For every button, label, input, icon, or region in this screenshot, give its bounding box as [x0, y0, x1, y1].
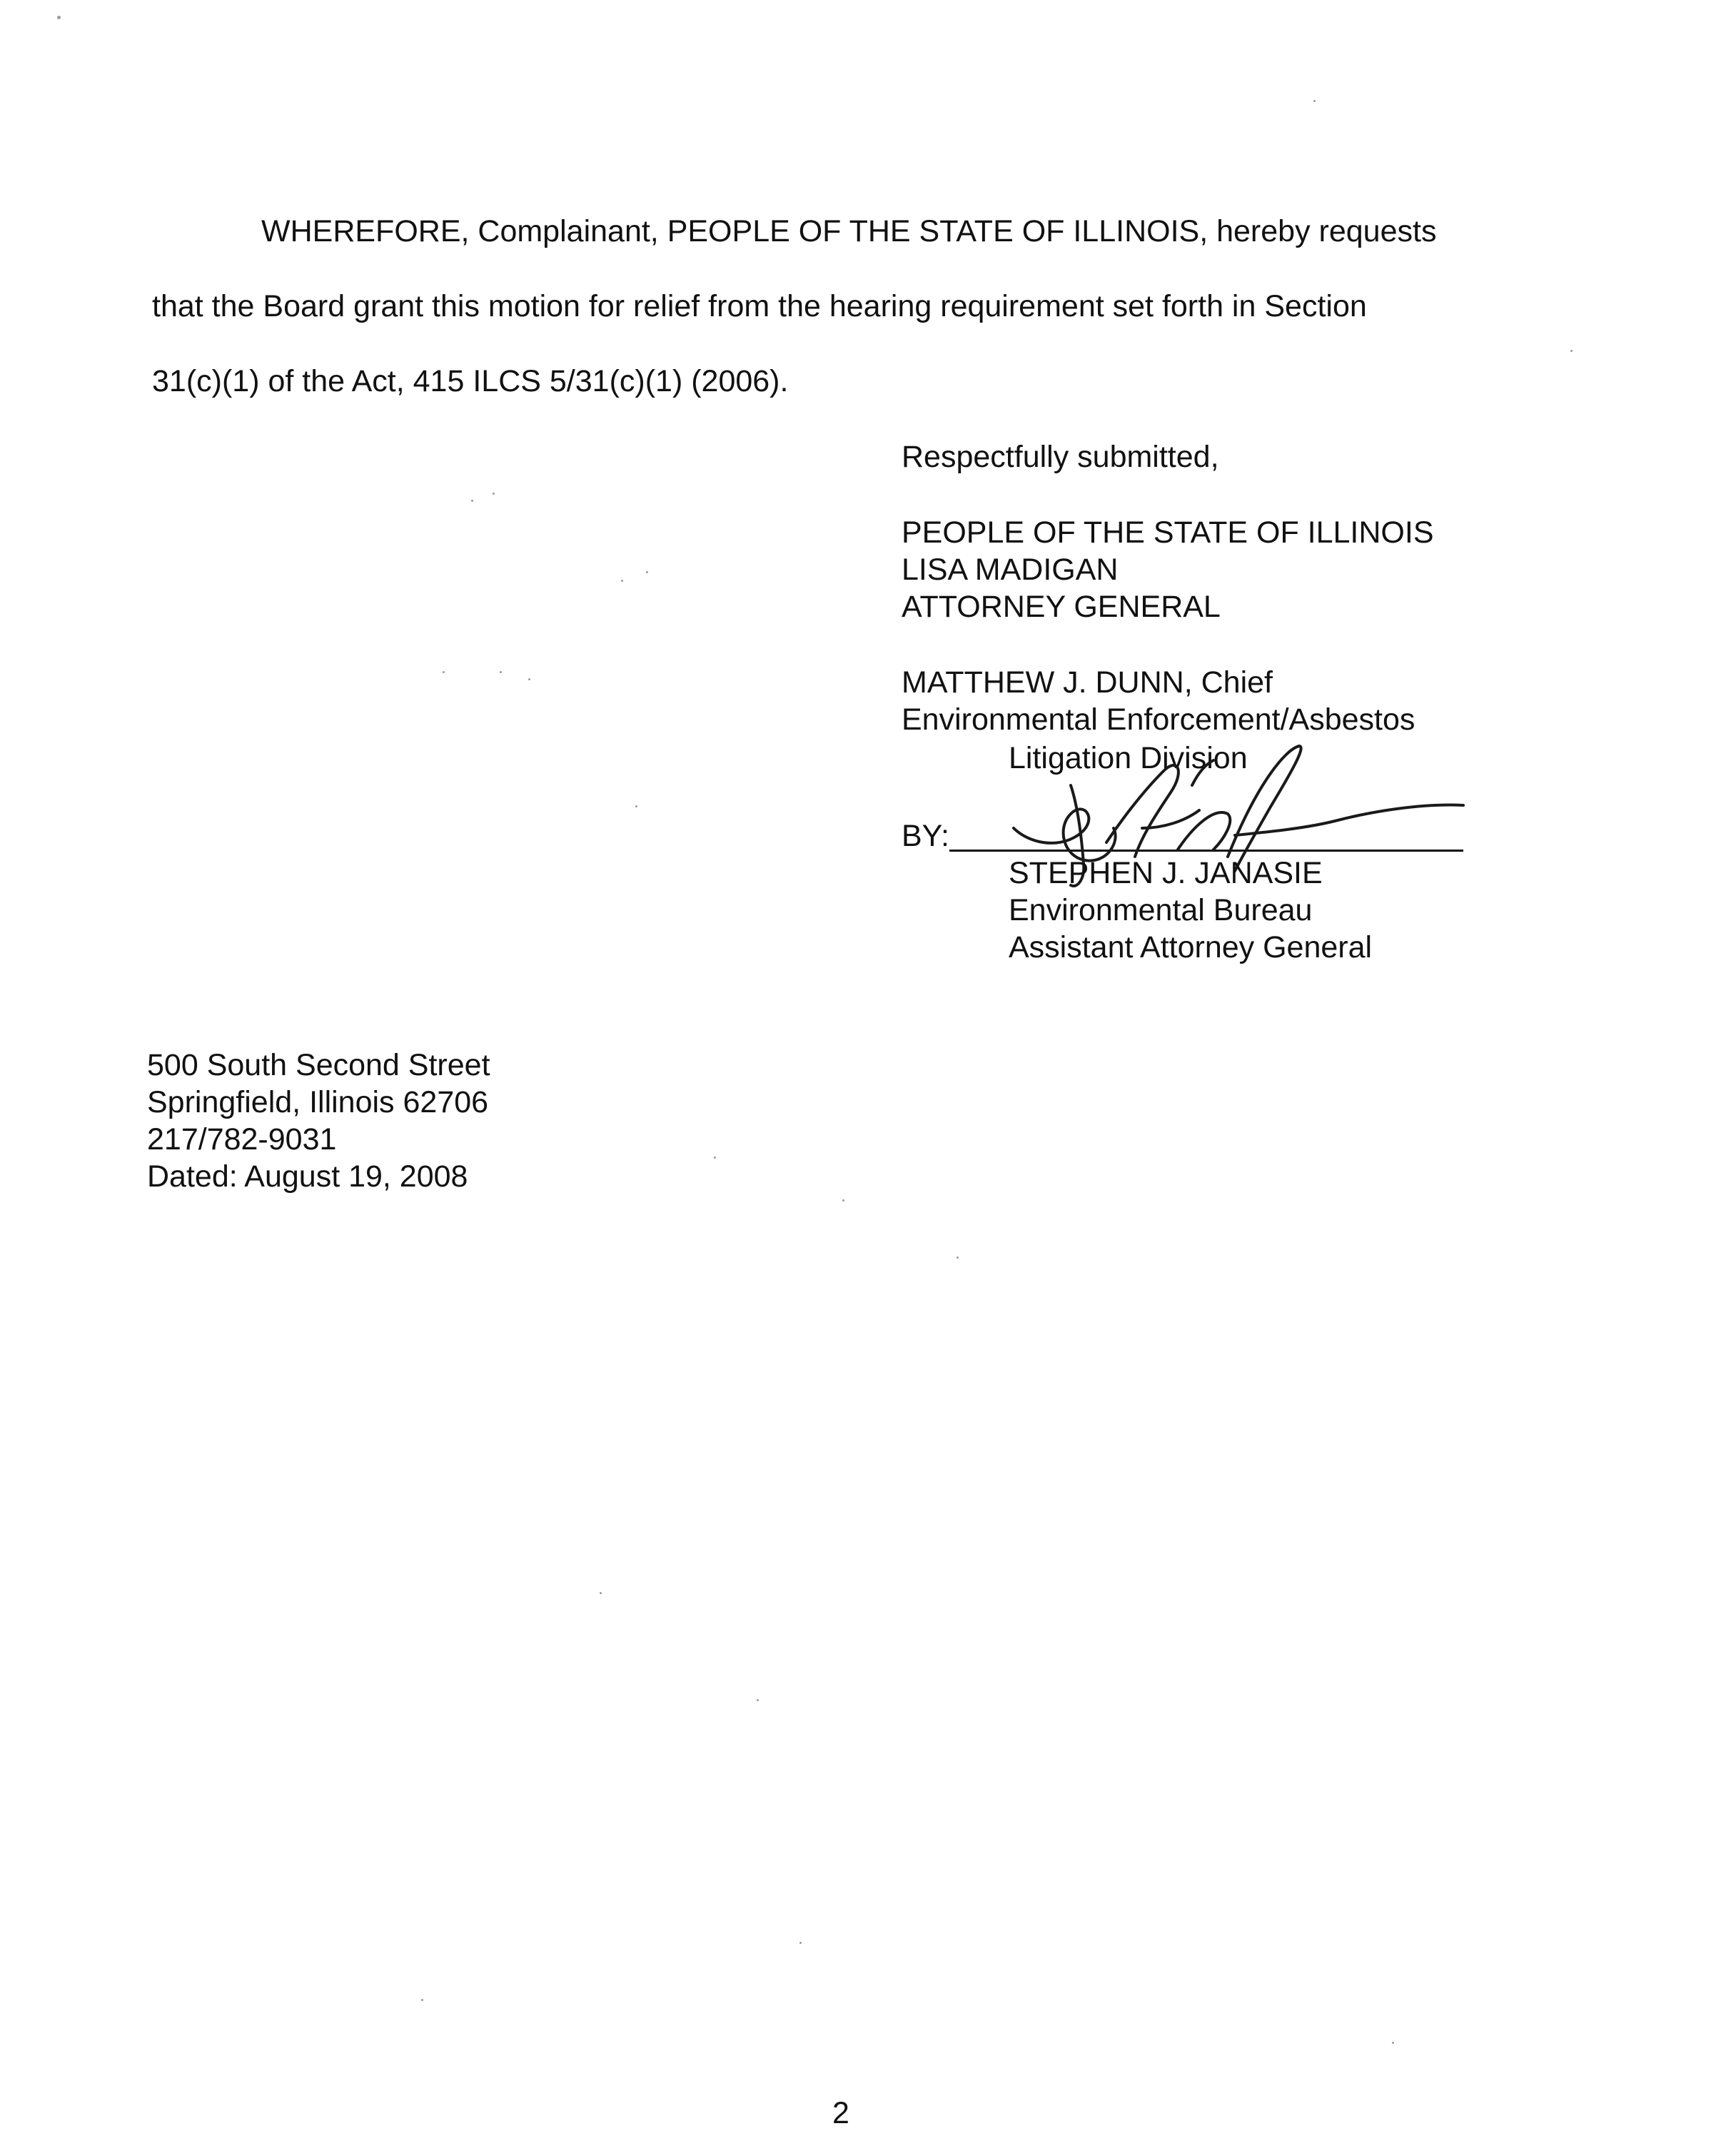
- scan-speck: [1392, 2042, 1394, 2044]
- address-line-2: Springfield, Illinois 62706: [147, 1085, 489, 1119]
- address-block: [147, 1047, 490, 1195]
- party-block: [902, 514, 1434, 625]
- scan-speck: [471, 500, 473, 502]
- scan-speck: [528, 678, 530, 680]
- scan-speck: [500, 671, 502, 673]
- signer-block: [1009, 855, 1372, 966]
- scan-speck: [842, 1199, 844, 1202]
- dated-line: Dated: August 19, 2008: [147, 1159, 468, 1194]
- scan-speck: [1313, 100, 1316, 102]
- scan-speck: [600, 1592, 602, 1594]
- signer-line-2: Environmental Bureau: [1009, 893, 1313, 927]
- closing-text: Respectfully submitted,: [902, 440, 1219, 474]
- party-line-1: PEOPLE OF THE STATE OF ILLINOIS: [902, 515, 1434, 550]
- chief-line-1: MATTHEW J. DUNN, Chief: [902, 665, 1273, 700]
- scan-speck: [1570, 350, 1573, 352]
- scan-speck: [635, 805, 637, 807]
- address-line-3: 217/782-9031: [147, 1122, 337, 1157]
- scan-speck: [443, 671, 445, 673]
- signer-line-3: Assistant Attorney General: [1009, 930, 1373, 964]
- chief-block: [902, 664, 1415, 738]
- paragraph-line-3: 31(c)(1) of the Act, 415 ILCS 5/31(c)(1) (2006).: [152, 364, 789, 398]
- by-label: BY:: [902, 819, 949, 853]
- chief-line-2: Environmental Enforcement/Asbestos: [902, 702, 1415, 737]
- scan-speck: [714, 1157, 716, 1159]
- address-line-1: 500 South Second Street: [147, 1048, 490, 1082]
- page-number: 2: [832, 2096, 849, 2130]
- scan-speck: [57, 16, 61, 19]
- scan-speck: [621, 580, 623, 582]
- scan-speck: [957, 1256, 959, 1259]
- party-line-3: ATTORNEY GENERAL: [902, 590, 1221, 624]
- scan-speck: [493, 493, 495, 495]
- signer-name: STEPHEN J. JANASIE: [1009, 856, 1323, 890]
- chief-line-3: Litigation Division: [1009, 741, 1248, 775]
- paragraph-line-1: WHEREFORE, Complainant, PEOPLE OF THE STATE OF ILLINOIS, hereby requests: [261, 214, 1437, 248]
- party-line-2: LISA MADIGAN: [902, 553, 1119, 587]
- scan-speck: [421, 1999, 423, 2001]
- scan-speck: [757, 1699, 759, 1701]
- scan-speck: [646, 571, 648, 573]
- scan-speck: [799, 1942, 802, 1944]
- paragraph-line-2: that the Board grant this motion for relief from the hearing requirement set forth in Section: [152, 289, 1367, 323]
